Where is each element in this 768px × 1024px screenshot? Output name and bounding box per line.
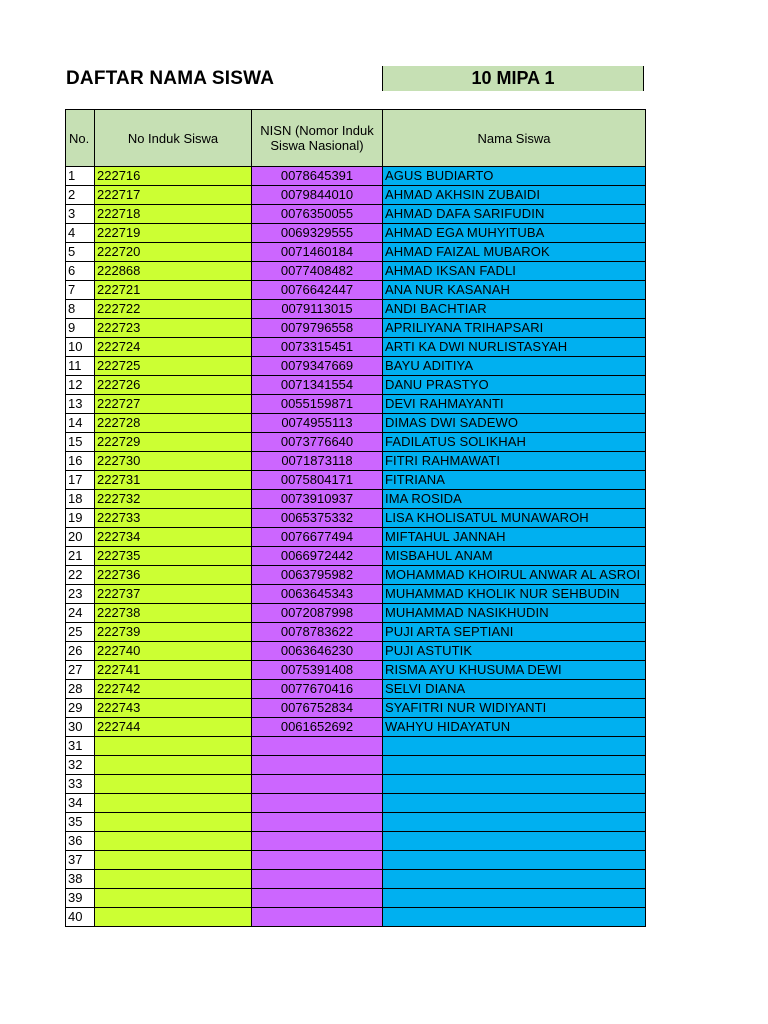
cell-name[interactable]: ARTI KA DWI NURLISTASYAH bbox=[383, 338, 646, 357]
cell-name[interactable]: MUHAMMAD NASIKHUDIN bbox=[383, 604, 646, 623]
cell-name[interactable]: PUJI ASTUTIK bbox=[383, 642, 646, 661]
cell-nis[interactable]: 222728 bbox=[95, 414, 252, 433]
cell-nisn[interactable]: 0079347669 bbox=[252, 357, 383, 376]
cell-nisn[interactable]: 0079113015 bbox=[252, 300, 383, 319]
table-row bbox=[66, 186, 646, 205]
cell-nisn[interactable]: 0061652692 bbox=[252, 718, 383, 737]
cell-name[interactable]: ANDI BACHTIAR bbox=[383, 300, 646, 319]
cell-nis[interactable]: 222717 bbox=[95, 186, 252, 205]
cell-nis[interactable] bbox=[95, 794, 252, 813]
cell-no[interactable]: 31 bbox=[66, 737, 95, 756]
cell-name[interactable] bbox=[383, 908, 646, 927]
cell-nisn[interactable]: 0073315451 bbox=[252, 338, 383, 357]
class-label[interactable]: 10 MIPA 1 bbox=[382, 66, 644, 91]
cell-name[interactable]: BAYU ADITIYA bbox=[383, 357, 646, 376]
cell-name[interactable]: MOHAMMAD KHOIRUL ANWAR AL ASROI bbox=[383, 566, 646, 585]
cell-nis[interactable]: 222868 bbox=[95, 262, 252, 281]
cell-no[interactable]: 16 bbox=[66, 452, 95, 471]
table-row bbox=[66, 699, 646, 718]
cell-nis[interactable] bbox=[95, 908, 252, 927]
table-row bbox=[66, 661, 646, 680]
cell-nisn[interactable] bbox=[252, 908, 383, 927]
table-row bbox=[66, 794, 646, 813]
table-row bbox=[66, 167, 646, 186]
cell-nis[interactable]: 222721 bbox=[95, 281, 252, 300]
cell-name[interactable]: SELVI DIANA bbox=[383, 680, 646, 699]
cell-name[interactable]: MISBAHUL ANAM bbox=[383, 547, 646, 566]
column-header-no[interactable]: No. bbox=[66, 110, 95, 167]
cell-nis[interactable]: 222726 bbox=[95, 376, 252, 395]
cell-name[interactable] bbox=[383, 870, 646, 889]
cell-nisn[interactable]: 0066972442 bbox=[252, 547, 383, 566]
cell-name[interactable]: LISA KHOLISATUL MUNAWAROH bbox=[383, 509, 646, 528]
cell-name[interactable]: AHMAD FAIZAL MUBAROK bbox=[383, 243, 646, 262]
cell-no[interactable]: 2 bbox=[66, 186, 95, 205]
table-row bbox=[66, 243, 646, 262]
cell-nis[interactable]: 222733 bbox=[95, 509, 252, 528]
cell-no[interactable]: 29 bbox=[66, 699, 95, 718]
page-title: DAFTAR NAMA SISWA bbox=[66, 68, 275, 89]
table-row bbox=[66, 281, 646, 300]
cell-no[interactable]: 36 bbox=[66, 832, 95, 851]
table-row bbox=[66, 300, 646, 319]
cell-nisn[interactable] bbox=[252, 813, 383, 832]
cell-no[interactable]: 14 bbox=[66, 414, 95, 433]
cell-nisn[interactable]: 0079796558 bbox=[252, 319, 383, 338]
table-row bbox=[66, 585, 646, 604]
table-row bbox=[66, 528, 646, 547]
cell-name[interactable]: IMA ROSIDA bbox=[383, 490, 646, 509]
table-row bbox=[66, 870, 646, 889]
cell-nis[interactable]: 222742 bbox=[95, 680, 252, 699]
table-row bbox=[66, 547, 646, 566]
cell-nisn[interactable]: 0075391408 bbox=[252, 661, 383, 680]
cell-no[interactable]: 3 bbox=[66, 205, 95, 224]
cell-nisn[interactable]: 0077670416 bbox=[252, 680, 383, 699]
cell-no[interactable]: 17 bbox=[66, 471, 95, 490]
cell-nisn[interactable] bbox=[252, 832, 383, 851]
cell-name[interactable]: RISMA AYU KHUSUMA DEWI bbox=[383, 661, 646, 680]
cell-no[interactable]: 40 bbox=[66, 908, 95, 927]
cell-nis[interactable] bbox=[95, 756, 252, 775]
table-row bbox=[66, 414, 646, 433]
cell-nisn[interactable]: 0076752834 bbox=[252, 699, 383, 718]
cell-nisn[interactable] bbox=[252, 889, 383, 908]
column-header-name[interactable]: Nama Siswa bbox=[383, 110, 646, 167]
cell-nis[interactable]: 222731 bbox=[95, 471, 252, 490]
cell-nis[interactable]: 222732 bbox=[95, 490, 252, 509]
cell-nis[interactable] bbox=[95, 737, 252, 756]
cell-nis[interactable]: 222744 bbox=[95, 718, 252, 737]
cell-nis[interactable]: 222740 bbox=[95, 642, 252, 661]
cell-name[interactable] bbox=[383, 737, 646, 756]
cell-nis[interactable]: 222724 bbox=[95, 338, 252, 357]
cell-name[interactable] bbox=[383, 794, 646, 813]
cell-nis[interactable]: 222722 bbox=[95, 300, 252, 319]
cell-no[interactable]: 12 bbox=[66, 376, 95, 395]
table-row bbox=[66, 319, 646, 338]
cell-nis[interactable] bbox=[95, 889, 252, 908]
table-row bbox=[66, 357, 646, 376]
table-row bbox=[66, 395, 646, 414]
cell-nisn[interactable] bbox=[252, 775, 383, 794]
table-row bbox=[66, 224, 646, 243]
cell-nis[interactable]: 222720 bbox=[95, 243, 252, 262]
table-row bbox=[66, 889, 646, 908]
cell-nisn[interactable]: 0063646230 bbox=[252, 642, 383, 661]
cell-nis[interactable]: 222719 bbox=[95, 224, 252, 243]
cell-nisn[interactable]: 0078645391 bbox=[252, 167, 383, 186]
cell-nis[interactable] bbox=[95, 832, 252, 851]
table-row bbox=[66, 737, 646, 756]
cell-name[interactable]: AHMAD EGA MUHYITUBA bbox=[383, 224, 646, 243]
table-body bbox=[66, 167, 646, 927]
cell-nis[interactable]: 222736 bbox=[95, 566, 252, 585]
cell-nis[interactable]: 222739 bbox=[95, 623, 252, 642]
cell-no[interactable]: 21 bbox=[66, 547, 95, 566]
cell-name[interactable]: SYAFITRI NUR WIDIYANTI bbox=[383, 699, 646, 718]
cell-no[interactable]: 8 bbox=[66, 300, 95, 319]
cell-name[interactable]: DANU PRASTYO bbox=[383, 376, 646, 395]
cell-nisn[interactable]: 0076350055 bbox=[252, 205, 383, 224]
cell-nisn[interactable]: 0073776640 bbox=[252, 433, 383, 452]
table-row bbox=[66, 832, 646, 851]
cell-nisn[interactable]: 0076642447 bbox=[252, 281, 383, 300]
cell-name[interactable]: AGUS BUDIARTO bbox=[383, 167, 646, 186]
table-row bbox=[66, 642, 646, 661]
cell-nisn[interactable]: 0076677494 bbox=[252, 528, 383, 547]
cell-nisn[interactable]: 0075804171 bbox=[252, 471, 383, 490]
cell-nis[interactable]: 222738 bbox=[95, 604, 252, 623]
cell-no[interactable]: 26 bbox=[66, 642, 95, 661]
cell-nisn[interactable]: 0077408482 bbox=[252, 262, 383, 281]
cell-nis[interactable]: 222725 bbox=[95, 357, 252, 376]
cell-no[interactable]: 27 bbox=[66, 661, 95, 680]
cell-nis[interactable]: 222716 bbox=[95, 167, 252, 186]
cell-no[interactable]: 37 bbox=[66, 851, 95, 870]
cell-nisn[interactable] bbox=[252, 756, 383, 775]
cell-no[interactable]: 4 bbox=[66, 224, 95, 243]
cell-nisn[interactable]: 0078783622 bbox=[252, 623, 383, 642]
cell-nis[interactable]: 222737 bbox=[95, 585, 252, 604]
cell-no[interactable]: 7 bbox=[66, 281, 95, 300]
table-row bbox=[66, 205, 646, 224]
cell-nisn[interactable] bbox=[252, 870, 383, 889]
cell-name[interactable]: ANA NUR KASANAH bbox=[383, 281, 646, 300]
cell-name[interactable]: MIFTAHUL JANNAH bbox=[383, 528, 646, 547]
table-row bbox=[66, 623, 646, 642]
cell-no[interactable]: 33 bbox=[66, 775, 95, 794]
cell-name[interactable]: AHMAD AKHSIN ZUBAIDI bbox=[383, 186, 646, 205]
cell-name[interactable] bbox=[383, 813, 646, 832]
cell-no[interactable]: 5 bbox=[66, 243, 95, 262]
cell-nisn[interactable]: 0071341554 bbox=[252, 376, 383, 395]
cell-name[interactable]: FADILATUS SOLIKHAH bbox=[383, 433, 646, 452]
cell-no[interactable]: 39 bbox=[66, 889, 95, 908]
table-row bbox=[66, 490, 646, 509]
cell-nisn[interactable]: 0071460184 bbox=[252, 243, 383, 262]
cell-name[interactable]: FITRIANA bbox=[383, 471, 646, 490]
cell-name[interactable] bbox=[383, 851, 646, 870]
cell-no[interactable]: 25 bbox=[66, 623, 95, 642]
table-row bbox=[66, 680, 646, 699]
cell-nis[interactable]: 222735 bbox=[95, 547, 252, 566]
cell-nisn[interactable]: 0072087998 bbox=[252, 604, 383, 623]
cell-name[interactable]: PUJI ARTA SEPTIANI bbox=[383, 623, 646, 642]
cell-nis[interactable] bbox=[95, 813, 252, 832]
cell-name[interactable]: AHMAD IKSAN FADLI bbox=[383, 262, 646, 281]
cell-name[interactable]: WAHYU HIDAYATUN bbox=[383, 718, 646, 737]
cell-name[interactable]: MUHAMMAD KHOLIK NUR SEHBUDIN bbox=[383, 585, 646, 604]
cell-no[interactable]: 24 bbox=[66, 604, 95, 623]
table-row bbox=[66, 452, 646, 471]
cell-nisn[interactable] bbox=[252, 794, 383, 813]
cell-nis[interactable] bbox=[95, 851, 252, 870]
table-row bbox=[66, 376, 646, 395]
column-header-nis[interactable]: No Induk Siswa bbox=[95, 110, 252, 167]
cell-nisn[interactable]: 0069329555 bbox=[252, 224, 383, 243]
cell-no[interactable]: 6 bbox=[66, 262, 95, 281]
cell-name[interactable]: AHMAD DAFA SARIFUDIN bbox=[383, 205, 646, 224]
cell-name[interactable] bbox=[383, 832, 646, 851]
cell-no[interactable]: 20 bbox=[66, 528, 95, 547]
table-row bbox=[66, 908, 646, 927]
cell-no[interactable]: 9 bbox=[66, 319, 95, 338]
table-row bbox=[66, 338, 646, 357]
cell-name[interactable]: DEVI RAHMAYANTI bbox=[383, 395, 646, 414]
cell-nis[interactable]: 222734 bbox=[95, 528, 252, 547]
cell-name[interactable] bbox=[383, 889, 646, 908]
cell-no[interactable]: 13 bbox=[66, 395, 95, 414]
cell-nis[interactable]: 222741 bbox=[95, 661, 252, 680]
cell-nisn[interactable]: 0071873118 bbox=[252, 452, 383, 471]
cell-no[interactable]: 15 bbox=[66, 433, 95, 452]
cell-no[interactable]: 34 bbox=[66, 794, 95, 813]
table-row bbox=[66, 471, 646, 490]
cell-nisn[interactable]: 0073910937 bbox=[252, 490, 383, 509]
table-row bbox=[66, 756, 646, 775]
cell-nis[interactable]: 222727 bbox=[95, 395, 252, 414]
cell-name[interactable]: FITRI RAHMAWATI bbox=[383, 452, 646, 471]
cell-nis[interactable]: 222729 bbox=[95, 433, 252, 452]
table-row bbox=[66, 262, 646, 281]
cell-no[interactable]: 19 bbox=[66, 509, 95, 528]
cell-no[interactable]: 23 bbox=[66, 585, 95, 604]
table-row bbox=[66, 718, 646, 737]
cell-no[interactable]: 18 bbox=[66, 490, 95, 509]
cell-nis[interactable]: 222730 bbox=[95, 452, 252, 471]
cell-nisn[interactable]: 0055159871 bbox=[252, 395, 383, 414]
table-row bbox=[66, 509, 646, 528]
cell-no[interactable]: 28 bbox=[66, 680, 95, 699]
cell-nisn[interactable] bbox=[252, 737, 383, 756]
table-row bbox=[66, 604, 646, 623]
table-row bbox=[66, 566, 646, 585]
column-header-nisn[interactable] bbox=[252, 110, 383, 167]
cell-nisn[interactable]: 0074955113 bbox=[252, 414, 383, 433]
cell-nisn[interactable]: 0079844010 bbox=[252, 186, 383, 205]
column-header-nisn-line2: Siswa Nasional) bbox=[270, 138, 364, 153]
cell-nisn[interactable] bbox=[252, 851, 383, 870]
cell-nis[interactable]: 222743 bbox=[95, 699, 252, 718]
cell-no[interactable]: 10 bbox=[66, 338, 95, 357]
cell-name[interactable]: APRILIYANA TRIHAPSARI bbox=[383, 319, 646, 338]
cell-no[interactable]: 11 bbox=[66, 357, 95, 376]
cell-nisn[interactable]: 0063645343 bbox=[252, 585, 383, 604]
cell-nisn[interactable]: 0063795982 bbox=[252, 566, 383, 585]
cell-name[interactable] bbox=[383, 756, 646, 775]
cell-nis[interactable] bbox=[95, 870, 252, 889]
cell-no[interactable]: 30 bbox=[66, 718, 95, 737]
column-header-nisn-line1: NISN (Nomor Induk bbox=[260, 123, 374, 138]
table-row bbox=[66, 775, 646, 794]
cell-name[interactable] bbox=[383, 775, 646, 794]
student-table bbox=[65, 109, 646, 927]
cell-name[interactable]: DIMAS DWI SADEWO bbox=[383, 414, 646, 433]
table-row bbox=[66, 433, 646, 452]
table-row bbox=[66, 851, 646, 870]
table-header-row bbox=[66, 110, 646, 167]
cell-no[interactable]: 32 bbox=[66, 756, 95, 775]
cell-nis[interactable]: 222723 bbox=[95, 319, 252, 338]
cell-nis[interactable]: 222718 bbox=[95, 205, 252, 224]
cell-nisn[interactable]: 0065375332 bbox=[252, 509, 383, 528]
table-row bbox=[66, 813, 646, 832]
cell-no[interactable]: 22 bbox=[66, 566, 95, 585]
cell-nis[interactable] bbox=[95, 775, 252, 794]
cell-no[interactable]: 38 bbox=[66, 870, 95, 889]
cell-no[interactable]: 1 bbox=[66, 167, 95, 186]
cell-no[interactable]: 35 bbox=[66, 813, 95, 832]
